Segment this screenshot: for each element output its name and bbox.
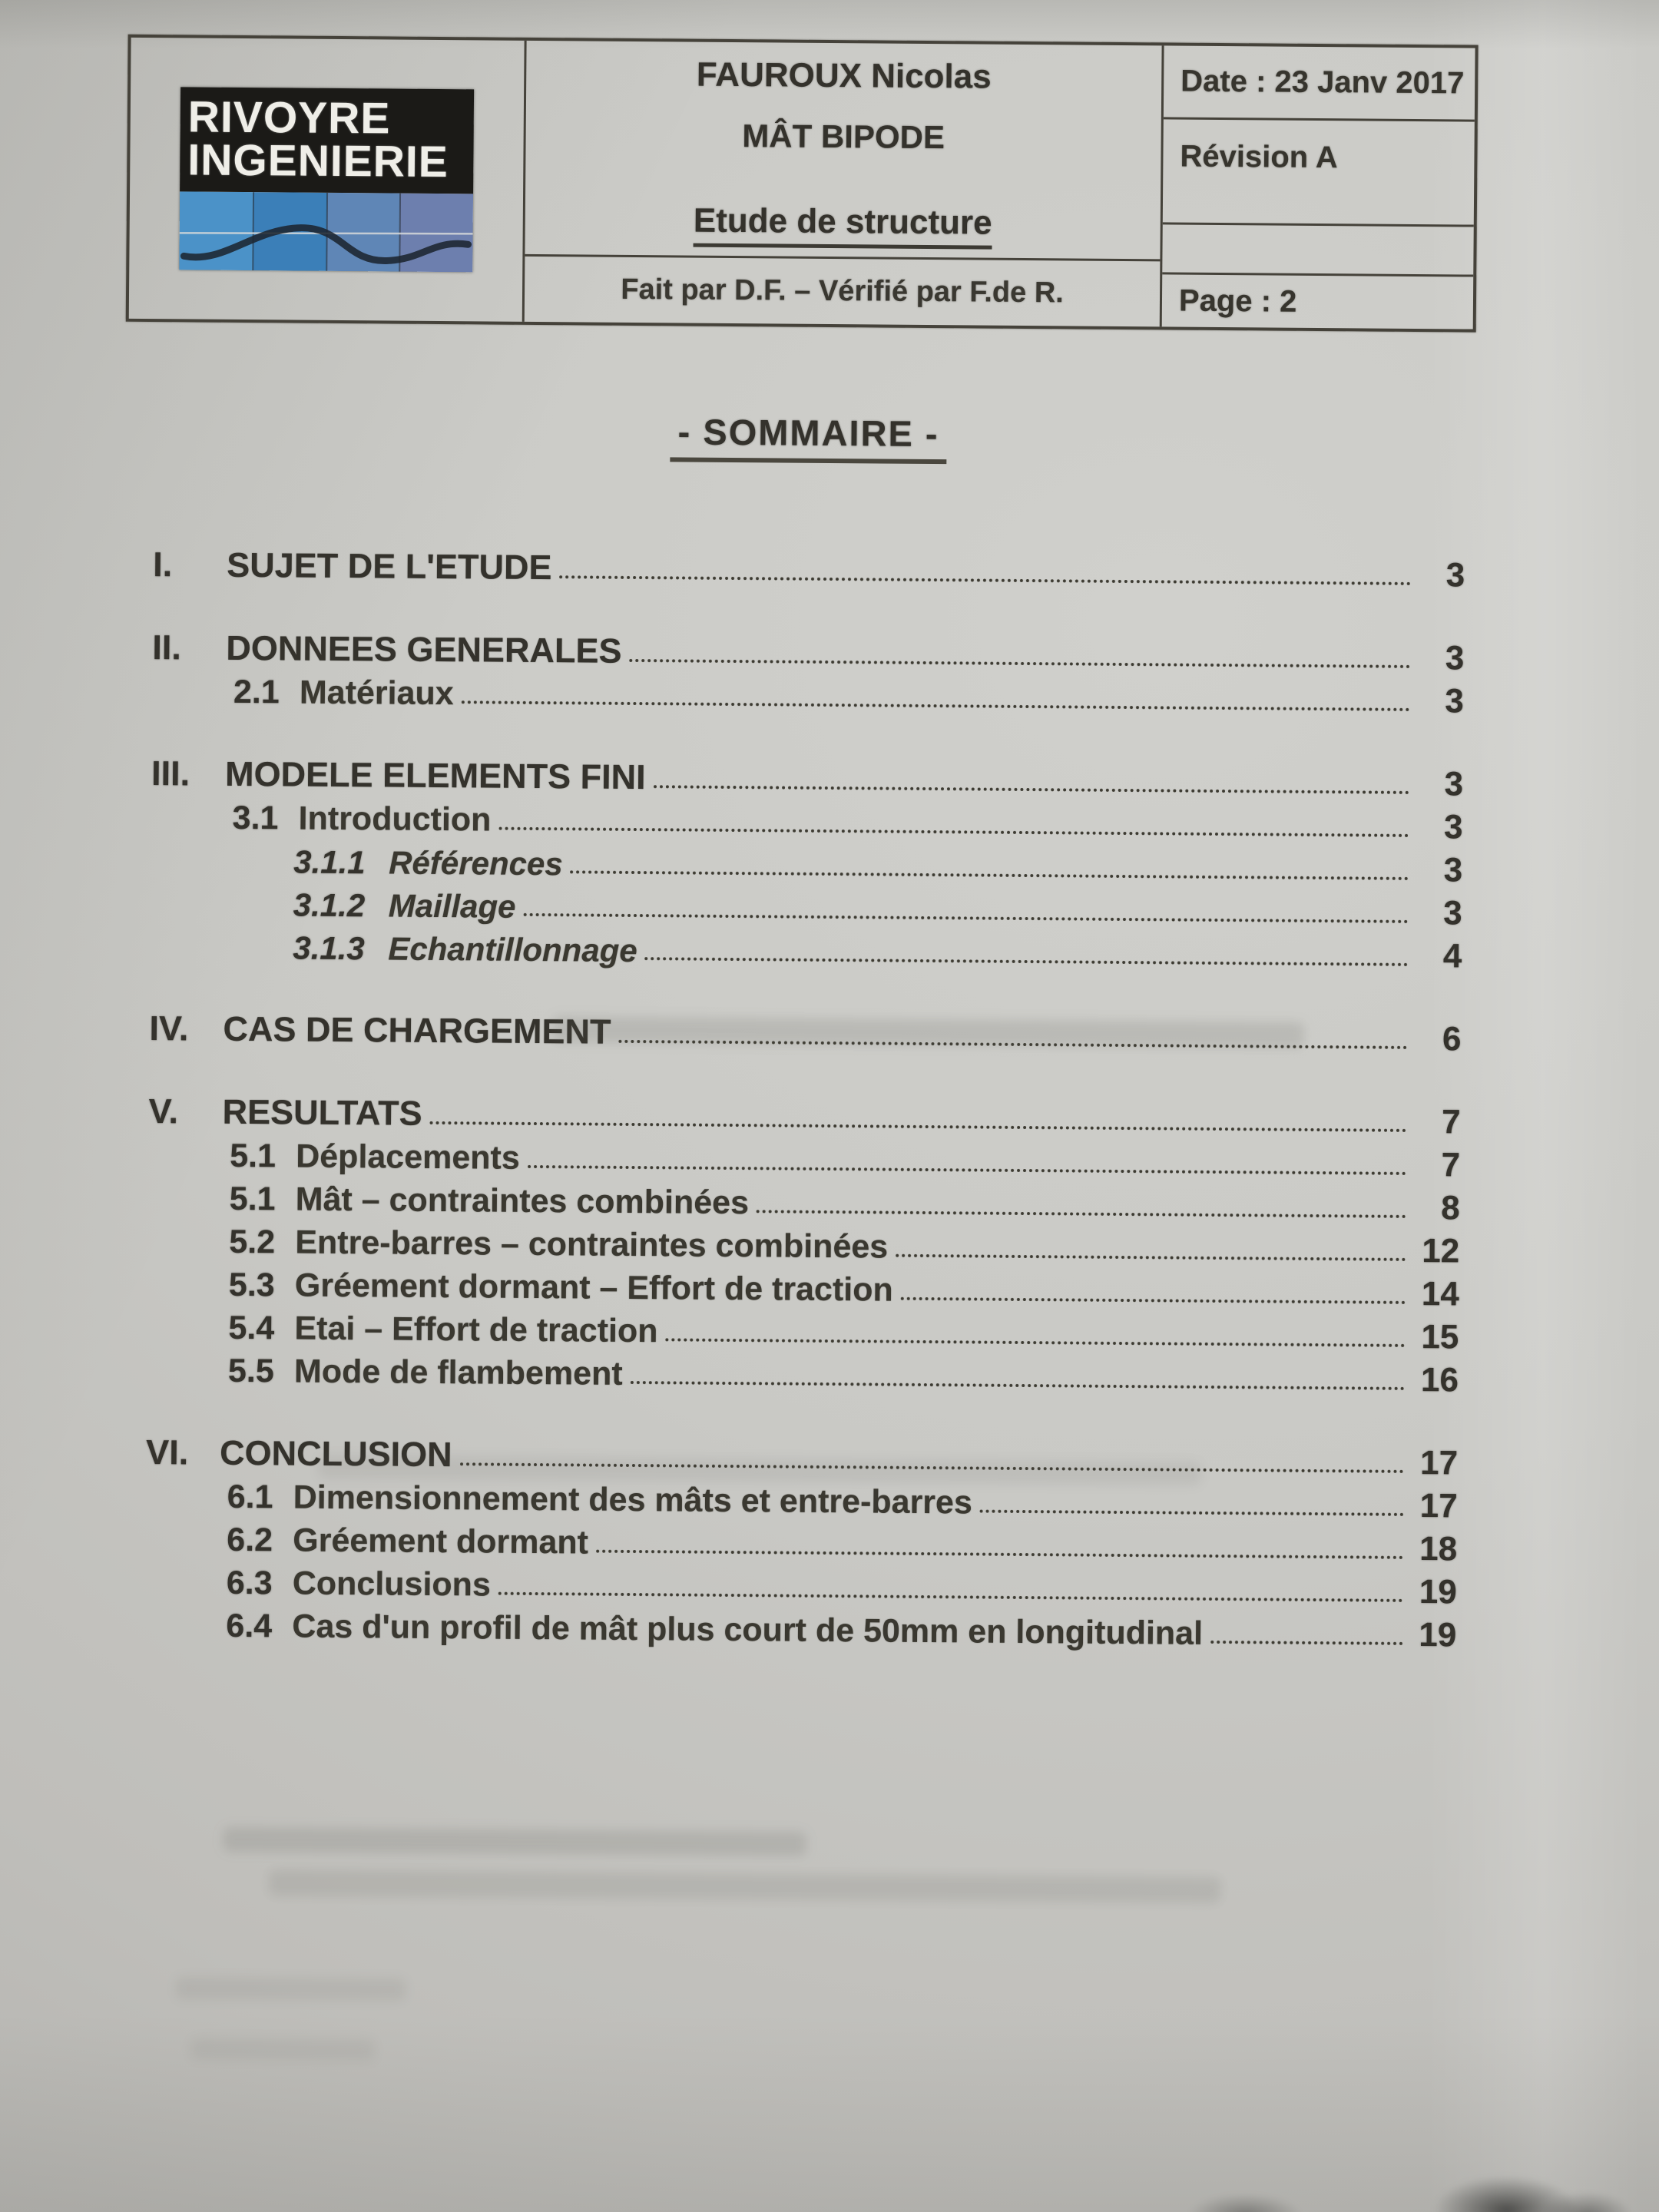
toc-entry-number: VI. (145, 1432, 189, 1472)
toc-dot-leader (596, 1550, 1403, 1559)
toc-dot-leader (523, 913, 1408, 923)
toc-entry (150, 541, 1465, 594)
toc-entry-label: Mode de flambement (293, 1353, 623, 1392)
toc-entry-number: III. (151, 753, 190, 793)
toc-entry-number: 6.2 (227, 1521, 273, 1559)
made-verified-by: Fait par D.F. – Vérifié par F.de R. (621, 273, 1064, 310)
toc-entry-page: 3 (1445, 682, 1465, 720)
toc-entry-page: 3 (1443, 894, 1462, 932)
header-right-cell (1162, 45, 1475, 329)
toc-entry-label: SUJET DE L'ETUDE (227, 545, 552, 588)
toc-entry-page: 3 (1444, 765, 1464, 803)
toc-entry-label: CONCLUSION (219, 1432, 452, 1475)
table-of-contents (141, 541, 1465, 1654)
header-center-cell (525, 41, 1164, 327)
toc-entry-page: 6 (1442, 1020, 1462, 1058)
logo-line1: RIVOYRE (187, 92, 391, 144)
toc-entry-number: 5.1 (229, 1180, 276, 1218)
revision-field: Révision A (1163, 119, 1475, 227)
toc-entry-number: 5.5 (227, 1352, 274, 1390)
toc-entry-number: 6.3 (226, 1564, 273, 1602)
toc-dot-leader (498, 827, 1409, 837)
toc-entry-number: V. (148, 1091, 179, 1131)
bleed-through-artifact (269, 1869, 1221, 1903)
toc-dot-leader (498, 1592, 1403, 1602)
toc-dot-leader (462, 700, 1410, 711)
toc-entry-number: IV. (149, 1008, 189, 1048)
toc-dot-leader (653, 785, 1409, 794)
toc-entry-label: Gréement dormant (293, 1522, 589, 1561)
document-type-wrap (525, 200, 1161, 250)
toc-entry-label: Matériaux (299, 674, 454, 713)
toc-entry-number: 5.2 (229, 1223, 276, 1261)
toc-entry-page: 17 (1419, 1444, 1459, 1482)
toc-dot-leader (559, 575, 1411, 585)
toc-entry-number: 2.1 (233, 673, 280, 711)
company-logo-text (180, 87, 474, 194)
toc-entry-number: 6.1 (227, 1478, 273, 1516)
toc-dot-leader (528, 1165, 1406, 1175)
toc-entry-label: MODELE ELEMENTS FINI (224, 753, 646, 797)
toc-dot-leader (901, 1297, 1406, 1304)
toc-entry-page: 19 (1419, 1573, 1457, 1611)
header-title-block (525, 41, 1161, 261)
toc-entry-page: 14 (1421, 1275, 1460, 1313)
document-type: Etude de structure (694, 202, 992, 250)
toc-dot-leader (430, 1121, 1407, 1132)
toc-dot-leader (629, 659, 1410, 668)
toc-entry-label: Gréement dormant – Effort de traction (294, 1267, 893, 1309)
toc-entry-label: Mât – contraintes combinées (295, 1181, 750, 1222)
toc-entry-number: 5.4 (228, 1309, 275, 1347)
bottom-edge-smudge (1187, 2194, 1303, 2212)
logo-wave-svg (179, 191, 473, 272)
toc-entry-label: Déplacements (296, 1137, 520, 1177)
company-logo (179, 87, 474, 272)
toc-dot-leader (896, 1254, 1406, 1261)
toc-entry-page: 19 (1419, 1616, 1457, 1654)
toc-entry-number: 3.1.2 (293, 886, 366, 924)
toc-dot-leader (571, 870, 1409, 880)
toc-entry-label: Echantillonnage (388, 930, 637, 969)
header-table (126, 35, 1479, 333)
toc-entry-page: 12 (1422, 1232, 1460, 1270)
toc-entry-page: 4 (1442, 937, 1462, 975)
toc-entry-label: DONNEES GENERALES (226, 628, 622, 671)
toc-entry-page: 7 (1441, 1146, 1461, 1184)
toc-entry-page: 18 (1419, 1530, 1458, 1568)
toc-entry-number: 3.1.3 (293, 929, 365, 967)
toc-dot-leader (665, 1338, 1405, 1347)
toc-entry-page: 17 (1419, 1487, 1458, 1525)
toc-entry-label: Etai – Effort de traction (294, 1310, 658, 1350)
toc-entry-page: 3 (1445, 639, 1465, 677)
logo-cell (129, 38, 527, 322)
toc-entry-number: II. (152, 628, 182, 667)
bottom-edge-smudge (1541, 2191, 1633, 2212)
toc-entry-page: 8 (1441, 1189, 1460, 1227)
toc-entry-page: 3 (1445, 556, 1465, 594)
toc-entry-label: Entre-barres – contraintes combinées (295, 1224, 889, 1266)
toc-entry-number: 3.1 (232, 799, 279, 837)
toc-entry-page: 15 (1421, 1318, 1459, 1356)
toc-entry-page: 16 (1420, 1361, 1459, 1399)
toc-entry-label: Cas d'un profil de mât plus court de 50mm en longitudinal (292, 1608, 1204, 1652)
page-number-field: Page : 2 (1178, 283, 1297, 319)
toc-entry-label: CAS DE CHARGEMENT (223, 1008, 611, 1051)
bleed-through-artifact (223, 1827, 806, 1856)
toc-dot-leader (980, 1510, 1404, 1516)
toc-entry-number: I. (153, 545, 173, 584)
bleed-through-artifact (190, 2038, 375, 2061)
logo-wave-graphic (179, 191, 473, 272)
toc-heading-wrap (151, 406, 1465, 468)
toc-entry-number: 5.3 (228, 1266, 275, 1304)
logo-line2: INGENIERIE (187, 135, 449, 187)
toc-dot-leader (1210, 1641, 1402, 1645)
toc-entry-number: 5.1 (230, 1137, 276, 1175)
toc-entry-page: 7 (1441, 1103, 1461, 1141)
toc-dot-leader (645, 957, 1409, 966)
toc-entry-label: Dimensionnement des mâts et entre-barres (293, 1479, 973, 1522)
document-author: FAUROUX Nicolas (696, 55, 992, 96)
toc-entry-label: Maillage (388, 887, 516, 925)
toc-entry-label: Conclusions (292, 1565, 492, 1604)
toc-entry-label: Références (389, 844, 563, 882)
toc-entry-page: 3 (1443, 808, 1463, 846)
toc-entry-label: RESULTATS (222, 1091, 422, 1133)
toc-heading: - SOMMAIRE - (670, 410, 946, 464)
bleed-through-artifact (176, 1976, 406, 2001)
toc-entry-label: Introduction (298, 800, 492, 839)
date-field: Date : 23 Janv 2017 (1164, 45, 1475, 121)
project-title: MÂT BIPODE (742, 118, 945, 156)
toc-dot-leader (631, 1381, 1405, 1390)
toc-entry-number: 6.4 (226, 1607, 273, 1645)
toc-entry-number: 3.1.1 (293, 843, 366, 881)
empty-field (1162, 224, 1473, 276)
toc-entry-page: 3 (1443, 851, 1463, 889)
toc-dot-leader (757, 1210, 1406, 1218)
